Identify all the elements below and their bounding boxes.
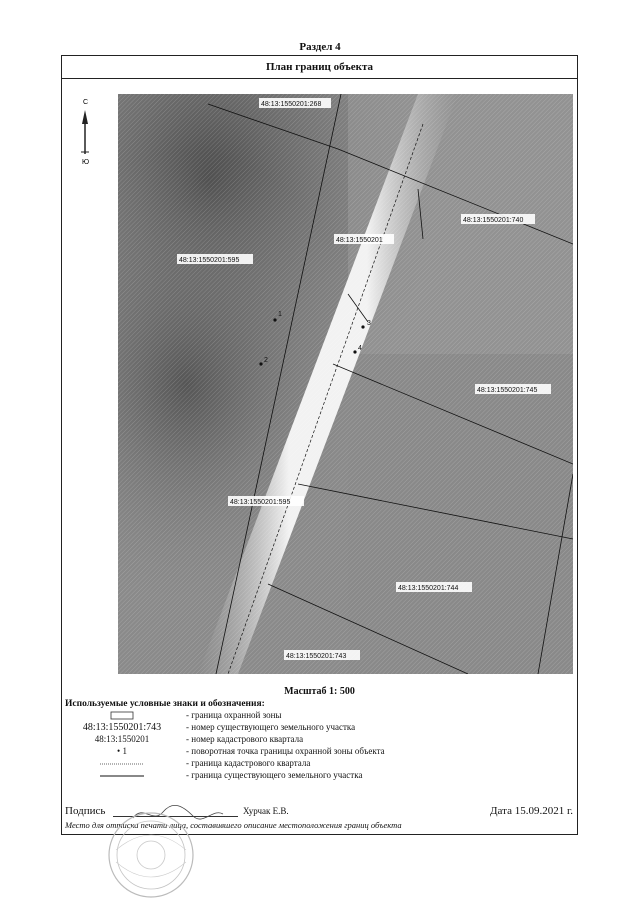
legend-item: [62, 734, 579, 746]
signature-label: Подпись: [65, 805, 106, 817]
parcel-label: 48:13:1550201:595: [230, 499, 291, 506]
legend-desc: - поворотная точка границы охранной зоны объекта: [186, 746, 385, 756]
parcel-label: 48:13:1550201:745: [477, 387, 538, 394]
legend-item: [62, 722, 579, 734]
parcel-boundary-symbol: [62, 770, 182, 782]
legend-item: [62, 710, 579, 722]
point-label: 2: [264, 357, 268, 364]
parcel-label: 48:13:1550201:744: [398, 585, 459, 592]
seal-stamp: [96, 810, 206, 900]
legend-symbol: 48:13:1550201:743: [82, 722, 162, 733]
legend-symbol: 48:13:1550201: [94, 734, 150, 744]
point-label: 1: [278, 311, 282, 318]
legend-item: [62, 758, 579, 770]
zone-boundary-symbol: [62, 710, 182, 722]
plan-title: План границ объекта: [62, 56, 577, 79]
point-label: 3: [367, 320, 371, 327]
legend: [62, 710, 579, 782]
arrow-head-icon: [82, 110, 88, 124]
quarter-boundary-symbol: [62, 758, 182, 770]
parcel-label: 48:13:1550201:740: [463, 217, 524, 224]
legend-desc: - граница существующего земельного участка: [186, 770, 363, 780]
north-label: С: [83, 99, 89, 106]
south-label: Ю: [82, 159, 90, 166]
cadastral-map: [118, 94, 573, 674]
parcel-label: 48:13:1550201:268: [261, 101, 322, 108]
parcel-label: 48:13:1550201:595: [179, 257, 240, 264]
north-arrow: [76, 94, 98, 184]
section-title: Раздел 4: [299, 41, 341, 53]
stamp-note: Место для оттиска печати лица, составившего описание местоположения границ объекта: [65, 820, 402, 830]
document-date: Дата 15.09.2021 г.: [490, 805, 573, 817]
scale-label: Масштаб 1: 500: [284, 686, 355, 697]
legend-desc: - граница охранной зоны: [186, 710, 282, 720]
parcel-label: 48:13:1550201:743: [286, 653, 347, 660]
legend-item: [62, 770, 579, 782]
plan-frame: [61, 55, 578, 835]
quarter-label: 48:13:1550201: [336, 237, 383, 244]
legend-desc: - граница кадастрового квартала: [186, 758, 311, 768]
point-label: 4: [358, 345, 362, 352]
legend-desc: - номер существующего земельного участка: [186, 722, 356, 732]
legend-title: Используемые условные знаки и обозначения:: [65, 699, 265, 709]
signatory-name: Хурчак Е.В.: [243, 806, 289, 816]
legend-item: [62, 746, 579, 758]
legend-desc: - номер кадастрового квартала: [186, 734, 304, 744]
turning-point-symbol: • 1: [117, 746, 127, 756]
